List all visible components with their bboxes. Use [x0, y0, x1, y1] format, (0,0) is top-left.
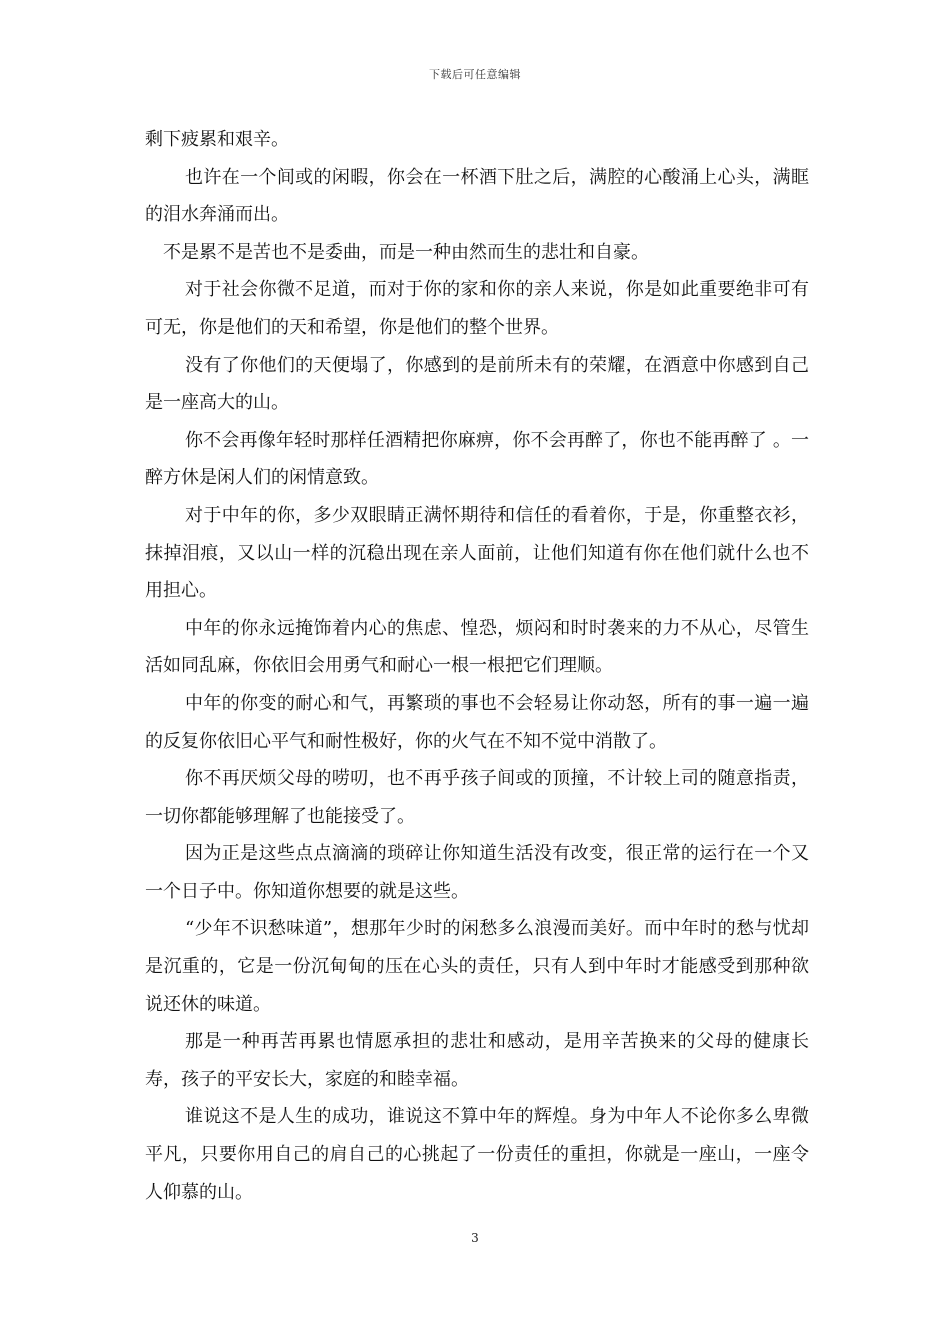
paragraph: 你不会再像年轻时那样任酒精把你麻痹，你不会再醉了，你也不能再醉了 。一醉方休是闲人们的闲情意致。: [145, 429, 809, 489]
paragraph: 因为正是这些点点滴滴的琐碎让你知道生活没有改变，很正常的运行在一个又一个日子中。你知道你想要的就是这些。: [145, 843, 809, 902]
paragraph: 剩下疲累和艰辛。: [145, 129, 289, 150]
page-header: 下载后可任意编辑: [429, 68, 521, 81]
paragraph: 中年的你变的耐心和气，再繁琐的事也不会轻易让你动怒，所有的事一遍一遍的反复你依旧心平气和耐性极好，你的火气在不知不觉中消散了。: [145, 692, 809, 752]
document-body: [145, 121, 809, 1211]
paragraph: 中年的你永远掩饰着内心的焦虑、惶恐，烦闷和时时袭来的力不从心，尽管生活如同乱麻，你依旧会用勇气和耐心一根一根把它们理顺。: [145, 617, 809, 677]
paragraph: 对于中年的你，多少双眼睛正满怀期待和信任的看着你，于是，你重整衣衫，抹掉泪痕，又以山一样的沉稳出现在亲人面前，让他们知道有你在他们就什么也不用担心。: [145, 504, 809, 602]
paragraph: 也许在一个间或的闲暇，你会在一杯酒下肚之后，满腔的心酸涌上心头，满眶的泪水奔涌而出。: [145, 166, 809, 226]
page-number: 3: [471, 1231, 479, 1245]
paragraph: 谁说这不是人生的成功，谁说这不算中年的辉煌。身为中年人不论你多么卑微平凡，只要你用自己的肩自己的心挑起了一份责任的重担，你就是一座山，一座令人仰慕的山。: [145, 1106, 809, 1203]
paragraph: 对于社会你微不足道，而对于你的家和你的亲人来说，你是如此重要绝非可有可无，你是他们的天和希望，你是他们的整个世界。: [145, 279, 809, 338]
paragraph: “少年不识愁味道”，想那年少时的闲愁多么浪漫而美好。而中年时的愁与忧却是沉重的，它是一份沉甸甸的压在心头的责任，只有人到中年时才能感受到那种欲说还休的味道。: [145, 918, 809, 1015]
paragraph: 你不再厌烦父母的唠叨，也不再乎孩子间或的顶撞，不计较上司的随意指责，一切你都能够理解了也能接受了。: [145, 768, 809, 827]
paragraph: 不是累不是苦也不是委曲，而是一种由然而生的悲壮和自豪。: [163, 241, 649, 263]
paragraph: 那是一种再苦再累也情愿承担的悲壮和感动，是用辛苦换来的父母的健康长寿，孩子的平安长大，家庭的和睦幸福。: [145, 1031, 809, 1090]
paragraph: 没有了你他们的天便塌了，你感到的是前所未有的荣耀，在酒意中你感到自己是一座高大的山。: [145, 354, 809, 414]
